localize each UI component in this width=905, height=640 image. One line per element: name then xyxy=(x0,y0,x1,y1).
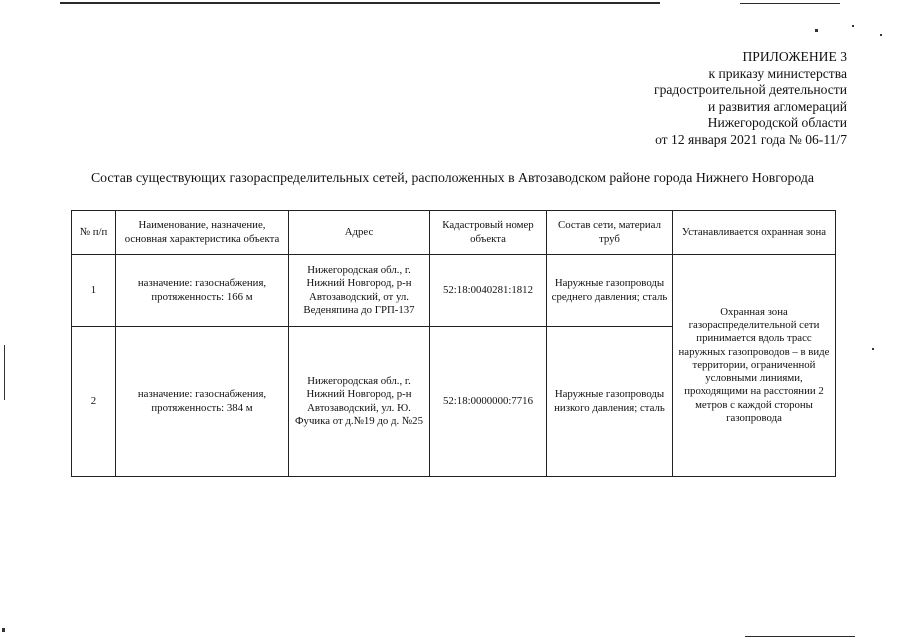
row-num: 2 xyxy=(72,327,116,477)
row-network: Наружные газопроводы среднего давления; сталь xyxy=(547,255,673,327)
appendix-line: и развития агломераций xyxy=(708,98,847,114)
header-cadastral: Кадастровый номер объекта xyxy=(430,211,547,255)
header-address: Адрес xyxy=(289,211,430,255)
row-name: назначение: газоснабжения, протяженность: 166 м xyxy=(116,255,289,327)
row-network: Наружные газопроводы низкого давления; сталь xyxy=(547,327,673,477)
row-cadastral: 52:18:0000000:7716 xyxy=(430,327,547,477)
gas-network-table xyxy=(71,210,836,477)
scan-line-bottom xyxy=(745,636,855,637)
header-network: Состав сети, материал труб xyxy=(547,211,673,255)
scan-speck xyxy=(872,348,874,350)
table-header-row xyxy=(72,211,836,255)
appendix-label: ПРИЛОЖЕНИЕ 3 xyxy=(742,49,847,64)
scan-speck xyxy=(880,34,882,36)
row-num: 1 xyxy=(72,255,116,327)
appendix-date: от 12 января 2021 года № 06-11/7 xyxy=(655,131,847,147)
header-name: Наименование, назначение, основная характеристика объекта xyxy=(116,211,289,255)
scan-mark-left xyxy=(4,345,5,400)
appendix-line: к приказу министерства xyxy=(708,65,847,81)
appendix-line: Нижегородской области xyxy=(707,115,847,131)
row-address: Нижегородская обл., г. Нижний Новгород, р-н Автозаводский, от ул. Веденяпина до ГРП-137 xyxy=(289,255,430,327)
header-num: № п/п xyxy=(72,211,116,255)
header-zone: Устанавливается охранная зона xyxy=(673,211,836,255)
zone-description: Охранная зона газораспределительной сети принимается вдоль трасс наружных газопроводов – в виде территории, ограниченной условными линиями, проходящими на расстоянии 2 метров с каждой стороны газопровода xyxy=(673,255,836,477)
row-address: Нижегородская обл., г. Нижний Новгород, р-н Автозаводский, ул. Ю. Фучика от д.№19 до д. №25 xyxy=(289,327,430,477)
row-cadastral: 52:18:0040281:1812 xyxy=(430,255,547,327)
appendix-header xyxy=(547,49,847,149)
scan-speck xyxy=(815,29,818,32)
appendix-line: градостроительной деятельности xyxy=(654,82,847,98)
document-title: Состав существующих газораспределительных сетей, расположенных в Автозаводском районе города Нижнего Новгорода xyxy=(90,170,815,185)
scan-line-top xyxy=(60,2,660,4)
row-name: назначение: газоснабжения, протяженность: 384 м xyxy=(116,327,289,477)
scan-speck xyxy=(2,628,5,632)
scan-line-top-right xyxy=(740,3,840,4)
scan-speck xyxy=(852,25,854,27)
table-row xyxy=(72,255,836,327)
